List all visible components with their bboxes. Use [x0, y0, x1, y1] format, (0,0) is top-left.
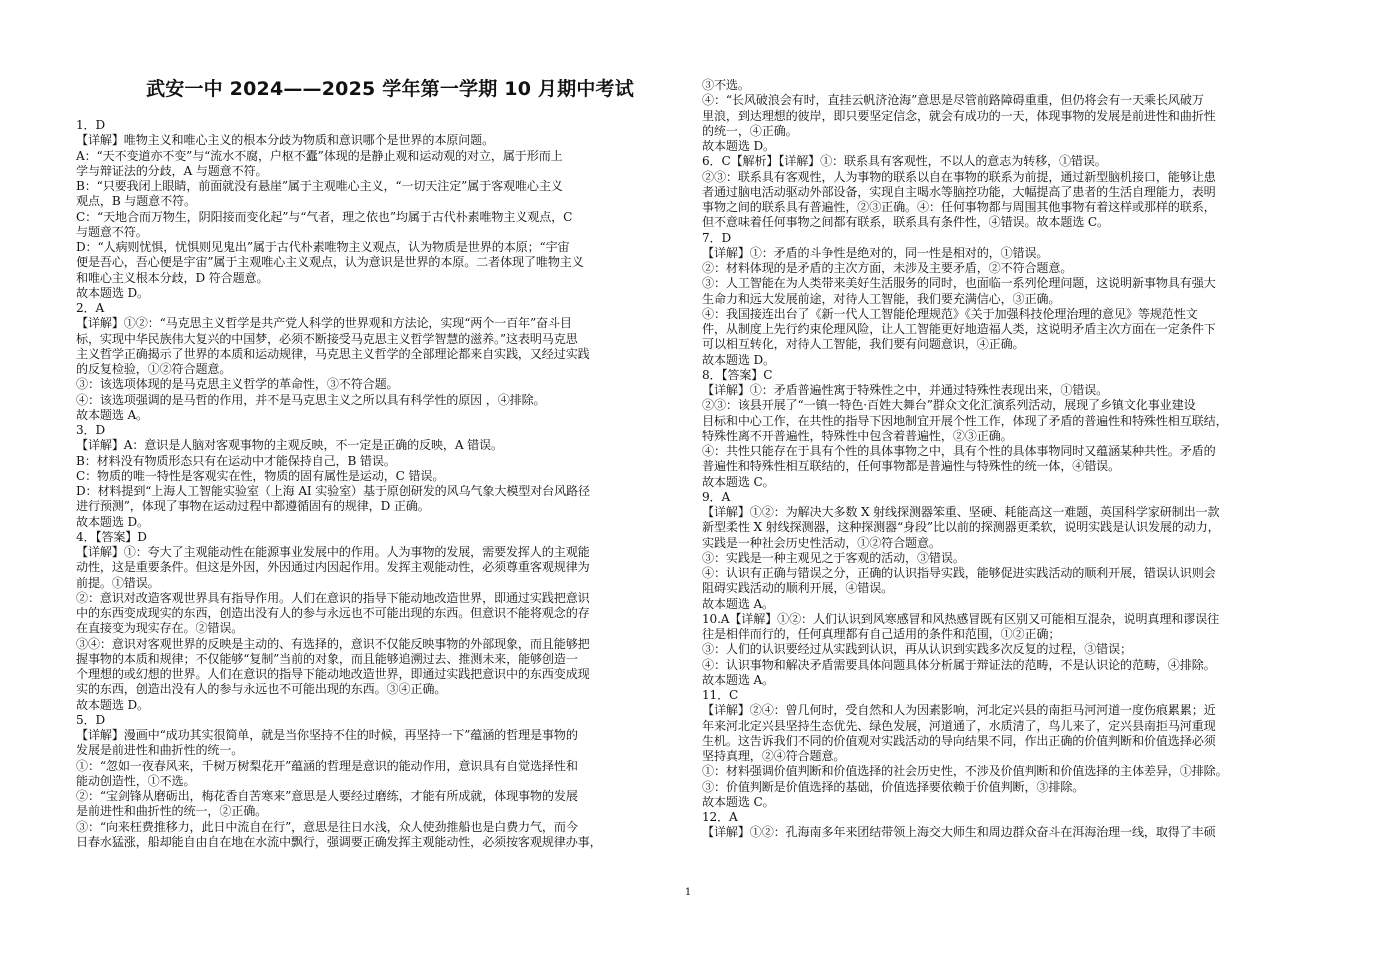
text-line: 1．D	[76, 118, 106, 132]
text-line: C：“天地合而万物生，阴阳接而变化起”与“气者，理之依也”均属于古代朴素唯物主义观点，C	[76, 209, 573, 224]
text-line: 【详解】①②：为解决大多数 X 射线探测器笨重、坚硬、耗能高这一难题，英国科学家研制出一款	[702, 505, 1220, 519]
text-line: 3．D	[76, 423, 106, 437]
text-line: 4．【答案】D	[76, 529, 147, 544]
text-line: 【详解】②④：曾几何时，受自然和人为因素影响，河北定兴县的南拒马河河道一度伤痕累累；近	[702, 703, 1216, 718]
text-line: 6．C【解析】【详解】①：联系具有客观性，不以人的意志为转移，①错误。	[702, 154, 1107, 169]
text-line: 故本题选 D。	[76, 514, 149, 529]
right-column	[702, 78, 1330, 841]
text-line: 进行预测”，体现了事物在运动过程中都遵循固有的规律，D 正确。	[76, 499, 430, 514]
text-line: 特殊性离不开普遍性，特殊性中包含着普遍性，②③正确。	[702, 428, 1013, 443]
text-line: 年来河北定兴县坚持生态优先、绿色发展，河道通了，水质清了，鸟儿来了，定兴县南拒马河重现	[702, 718, 1216, 733]
text-line: 故本题选 A。	[702, 596, 774, 611]
text-line: 的反复检验，①②符合题意。	[76, 362, 232, 376]
text-line: ②：意识对改造客观世界具有指导作用。人们在意识的指导下能动地改造世界，即通过实践把意识	[76, 590, 590, 605]
text-line: B：材料没有物质形态只有在运动中才能保持自己，B 错误。	[76, 453, 396, 468]
text-line: ②：材料体现的是矛盾的主次方面，未涉及主要矛盾，②不符合题意。	[702, 261, 1073, 275]
text-line: ③：人工智能在为人类带来美好生活服务的同时，也面临一系列伦理问题，这说明新事物具有强大	[702, 276, 1216, 291]
text-line: 【详解】A：意识是人脑对客观事物的主观反映，不一定是正确的反映，A 错误。	[76, 438, 503, 453]
text-line: D：“人病则忧惧，忧惧则见鬼出”属于古代朴素唯物主义观点，认为物质是世界的本原；“宇宙	[76, 240, 570, 254]
text-line: 5．D	[76, 712, 106, 727]
text-line: 标，实现中华民族伟大复兴的中国梦，必须不断接受马克思主义哲学智慧的滋养。”这表明马克思	[76, 331, 578, 346]
text-line: B：“只要我闭上眼睛，前面就没有悬崖”属于主观唯心主义，“一切天注定”属于客观唯心主义	[76, 179, 563, 193]
text-line: 可以相互转化，对待人工智能，我们要有问题意识，④正确。	[702, 337, 1025, 352]
text-line: 观点，B 与题意不符。	[76, 194, 196, 209]
text-line: ④：该选项强调的是马哲的作用，并不是马克思主义之所以具有科学性的原因 ，④排除。	[76, 392, 546, 407]
text-line: 2．A	[76, 301, 105, 315]
text-line: 便是吾心，吾心便是宇宙”属于主观唯心主义观点，认为意识是世界的本原。二者体现了唯物主义	[76, 255, 584, 270]
text-line: 故本题选 A。	[702, 672, 774, 687]
text-line: 【详解】①：矛盾普遍性寓于特殊性之中，并通过特殊性表现出来，①错误。	[702, 383, 1109, 397]
text-line: ③：实践是一种主观见之于客观的活动，③错误。	[702, 550, 965, 565]
text-line: ③：“向来枉费推移力，此日中流自在行”，意思是往日水浅，众人使劲推船也是白费力气，而今	[76, 819, 578, 834]
text-line: 【详解】①②：孔海南多年来团结带领上海交大师生和周边群众奋斗在洱海治理一线，取得了丰硕	[702, 825, 1216, 840]
text-line: 握事物的本质和规律；不仅能够“复制”当前的对象，而且能够追溯过去、推测未来，能够创造一	[76, 651, 578, 666]
text-line: ③不选。	[702, 78, 750, 92]
text-line: 往是相伴而行的，任何真理都有自己适用的条件和范围，①②正确；	[702, 627, 1061, 641]
text-line: 故本题选 A。	[76, 407, 148, 422]
text-line: 阻碍实践活动的顺利开展，④错误。	[702, 581, 894, 596]
text-line: ②③：该县开展了“一镇一特色·百姓大舞台”群众文化汇演系列活动，展现了乡镇文化事业建设	[702, 398, 1196, 413]
text-line: 发展是前进性和曲折性的统一。	[76, 743, 244, 758]
text-line: 故本题选 D。	[76, 285, 149, 300]
text-line: ②③：联系具有客观性，人为事物的联系以自在事物的联系为前提，通过新型脑机接口，能够让患	[702, 169, 1216, 184]
text-line: 事物之间的联系具有普遍性，②③正确。④：任何事物都与周围其他事物有着这样或那样的联系，	[702, 200, 1216, 214]
text-line: 新型柔性 X 射线探测器，这种探测器“身段”比以前的探测器更柔软，说明实践是认识发展的动力，	[702, 520, 1220, 535]
text-line: 主义哲学正确揭示了世界的本质和运动规律，马克思主义哲学的全部理论都来自实践，又经过实践	[76, 346, 590, 361]
text-line: 动性，这是重要条件。但这是外因，外因通过内因起作用。发挥主观能动性，必须尊重客观规律为	[76, 560, 590, 575]
text-line: ④：“长风破浪会有时，直挂云帆济沧海”意思是尽管前路障碍重重，但仍将会有一天乘长风破万	[702, 93, 1204, 108]
text-line: 在直接变为现实存在。②错误。	[76, 621, 244, 636]
text-line: 中的东西变成现实的东西，创造出没有人的参与永远也不可能出现的东西。但意识不能将观念的存	[76, 606, 590, 620]
text-line: 10.A【详解】①②：人们认识到风寒感冒和风热感冒既有区别又可能相互混杂，说明真理和谬误往	[702, 611, 1220, 626]
text-line: 前提。①错误。	[76, 575, 160, 590]
text-line: 里浪，到达理想的彼岸，即只要坚定信念，就会有成功的一天，体现事物的发展是前进性和曲折性	[702, 108, 1216, 123]
text-line: 目标和中心工作，在共性的指导下因地制宜开展个性工作，体现了矛盾的普遍性和特殊性相互联结，	[702, 413, 1228, 428]
text-line: ④：共性只能存在于具有个性的具体事物之中，具有个性的具体事物同时又蕴涵某种共性。矛盾的	[702, 444, 1216, 458]
text-line: ①：“忽如一夜春风来，千树万树梨花开”蕴涵的哲理是意识的能动作用，意识具有自觉选择性和	[76, 758, 578, 773]
text-line: 实的东西，创造出没有人的参与永远也不可能出现的东西。③④正确。	[76, 682, 447, 697]
text-line: 【详解】唯物主义和唯心主义的根本分歧为物质和意识哪个是世界的本原问题。	[76, 133, 495, 148]
text-line: 【详解】漫画中“成功其实很简单，就是当你坚持不住的时候，再坚持一下”蕴涵的哲理是事物的	[76, 728, 578, 742]
left-column	[76, 118, 704, 850]
text-line: 生机。这告诉我们不同的价值观对实践活动的导向结果不同，作出正确的价值判断和价值选择必须	[702, 733, 1216, 748]
text-line: 坚持真理，②④符合题意。	[702, 749, 846, 763]
text-line: 实践是一种社会历史性活动，①②符合题意。	[702, 535, 941, 550]
text-line: 日春水猛涨，船却能自由自在地在水流中飘行，强调要正确发挥主观能动性，必须按客观规律办事，	[76, 834, 602, 849]
text-line: 能动创造性，①不选。	[76, 773, 196, 788]
text-line: 故本题选 C。	[702, 794, 775, 809]
text-line: 与题意不符。	[76, 224, 148, 239]
text-line: ④：认识有正确与错误之分，正确的认识指导实践，能够促进实践活动的顺利开展，错误认识则会	[702, 566, 1216, 580]
text-line: A：“天不变道亦不变”与“流水不腐，户枢不蠹”体现的是静止观和运动观的对立，属于形而上	[76, 148, 563, 163]
text-line: 12．A	[702, 810, 738, 824]
text-line: 7．D	[702, 230, 732, 245]
text-line: 故本题选 C。	[702, 474, 775, 489]
text-line: ③：人们的认识要经过从实践到认识，再从认识到实践多次反复的过程，③错误；	[702, 642, 1132, 657]
text-line: 【详解】①②：“马克思主义哲学是共产党人科学的世界观和方法论，实现“两个一百年”奋斗目	[76, 316, 572, 331]
text-line: D：材料提到“上海人工智能实验室（上海 AI 实验室）基于原创研发的风乌气象大模型对台风路径	[76, 484, 590, 498]
text-line: ①：材料强调价值判断和价值选择的社会历史性，不涉及价值判断和价值选择的主体差异，①排除。	[702, 764, 1228, 779]
text-line: 故本题选 D。	[702, 139, 775, 153]
text-line: ②：“宝剑锋从磨砺出，梅花香自苦寒来”意思是人要经过磨练，才能有所成就，体现事物的发展	[76, 789, 578, 803]
text-line: 个理想的或幻想的世界。人们在意识的指导下能动地改造世界，即通过实践把意识中的东西变成现	[76, 667, 590, 681]
text-line: ③：价值判断是价值选择的基础，价值选择要依赖于价值判断，③排除。	[702, 779, 1085, 794]
text-line: 的统一，④正确。	[702, 123, 798, 138]
text-line: 【详解】①：夸大了主观能动性在能源事业发展中的作用。人为事物的发展，需要发挥人的主观能	[76, 545, 590, 559]
text-line: 但不意味着任何事物之间都有联系，联系具有条件性，④错误。故本题选 C。	[702, 215, 1109, 230]
text-line: 学与辩证法的分歧，A 与题意不符。	[76, 163, 268, 178]
text-line: 者通过脑电活动驱动外部设备，实现自主喝水等脑控功能，大幅提高了患者的生活自理能力，表明	[702, 184, 1216, 199]
text-line: 是前进性和曲折性的统一，②正确。	[76, 804, 268, 819]
text-line: 9．A	[702, 489, 731, 504]
text-line: 【详解】①：矛盾的斗争性是绝对的，同一性是相对的，①错误。	[702, 245, 1049, 260]
text-line: 8．【答案】C	[702, 367, 773, 382]
page-number: 1	[684, 887, 692, 898]
text-line: 普遍性和特殊性相互联结的，任何事物都是普遍性与特殊性的统一体，④错误。	[702, 459, 1121, 474]
text-line: ③④：意识对客观世界的反映是主动的、有选择的，意识不仅能反映事物的外部现象，而且能够把	[76, 636, 590, 651]
text-line: C：物质的唯一特性是客观实在性，物质的固有属性是运动，C 错误。	[76, 468, 445, 483]
text-line: 生命力和远大发展前途，对待人工智能，我们要充满信心，③正确。	[702, 291, 1061, 306]
text-line: 件，从制度上先行约束伦理风险，让人工智能更好地造福人类，这说明矛盾主次方面在一定条件下	[702, 322, 1216, 336]
text-line: 11．C	[702, 688, 739, 702]
text-line: 故本题选 D。	[76, 697, 149, 712]
text-line: 故本题选 D。	[702, 352, 775, 367]
text-line: 和唯心主义根本分歧，D 符合题意。	[76, 270, 269, 285]
text-line: ④：我国接连出台了《新一代人工智能伦理规范》《关于加强科技伦理治理的意见》等规范性文	[702, 306, 1198, 321]
text-line: ④：认识事物和解决矛盾需要具体问题具体分析属于辩证法的范畴，不是认识论的范畴，④排除。	[702, 657, 1216, 672]
page-title: 武安一中 2024——2025 学年第一学期 10 月期中考试	[146, 78, 634, 100]
text-line: ③：该选项体现的是马克思主义哲学的革命性，③不符合题。	[76, 377, 399, 392]
